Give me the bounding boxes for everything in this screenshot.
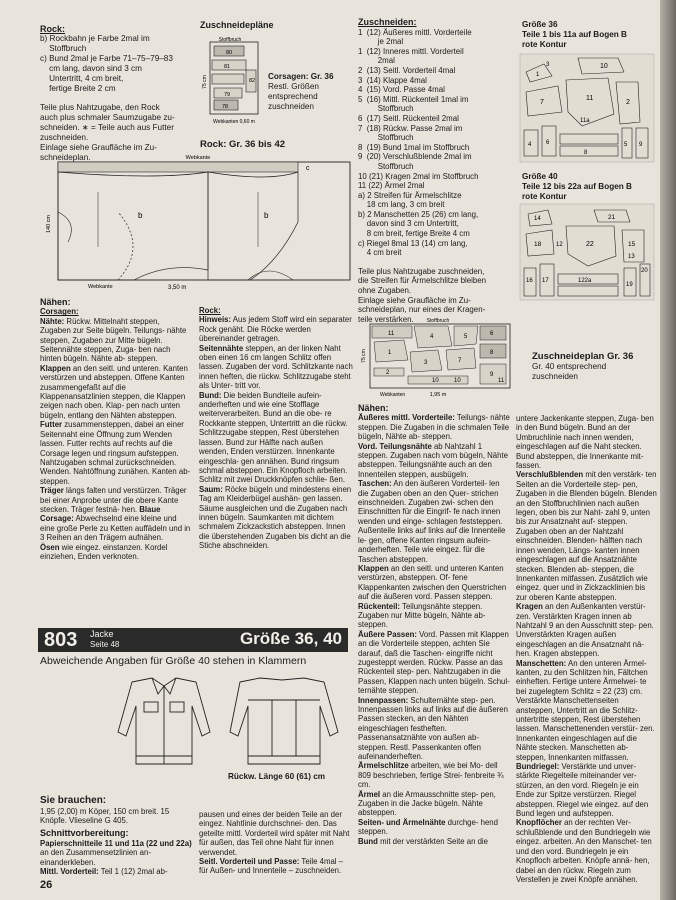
jacket-selvage: Webkanten [380, 392, 406, 398]
back-length-wrap [228, 772, 358, 782]
model-page: Seite 48 [90, 640, 120, 649]
s40-n14: 14 [534, 216, 541, 222]
part-79: 79 [224, 92, 231, 98]
text-line: Teile plus Nahtzugabe zuschneiden, [358, 266, 485, 276]
rock-height: 140 cm [46, 214, 52, 234]
s36-n3: 3 [546, 62, 550, 68]
small-plans [200, 20, 360, 30]
rock-sewing [199, 306, 354, 551]
text-line: ohne Zugaben. [358, 286, 412, 296]
cutting-lines [358, 28, 518, 325]
corsage-width-label: 75 cm [202, 75, 208, 89]
jacket-length: 1,95 m [429, 392, 447, 398]
paragraph [516, 818, 658, 884]
text-line: 2 (13) Seitl. Vorderteil 4mal [358, 65, 456, 75]
paragraph [358, 413, 510, 441]
rock-label-b1: b [138, 211, 143, 220]
rock-subheading: Rock: [199, 306, 221, 315]
jacket-sewing [358, 404, 510, 846]
rock-cutting-list [40, 24, 205, 163]
jp-n5: 5 [464, 334, 468, 340]
jp-n11: 11 [498, 378, 505, 384]
paragraph [358, 564, 510, 602]
s36-n10: 10 [600, 63, 608, 70]
text-line: b) 2 Manschetten 25 (26) cm lang, [358, 209, 479, 219]
corsage-sewing [40, 298, 192, 561]
paragraph-lead: Bund [358, 836, 378, 846]
paragraph-text: Teile 4mal – für Außen- und Innenteile – zuschneiden. [199, 857, 344, 876]
paragraph-text: längs falten und verstürzen. Träger bei einer Anprobe unter die obere Kante stecken. Träger festnä- hen. [40, 486, 187, 514]
plans-title: Zuschneidepläne [200, 20, 274, 30]
s36-n9: 9 [639, 142, 643, 148]
jacket-width: 75 cm [361, 349, 367, 363]
text-line [358, 258, 518, 267]
paragraph-text: Teilungsnähte steppen. Zugaben nur Mitte bügeln, Nähte ab- steppen. [358, 601, 486, 630]
paragraph-lead: Verschlußblenden [516, 470, 584, 480]
size36-line3: rote Kontur [522, 40, 567, 49]
text-line: Untertritt, 4 cm breit, [40, 74, 124, 83]
model-band [38, 628, 348, 652]
paragraph-lead: Äußere Passen: [358, 629, 417, 639]
s40-n15: 15 [628, 241, 636, 248]
size40-title: Größe 40 [522, 172, 558, 181]
text-line: 1 (12) Inneres mittl. Vorderteil [358, 46, 464, 56]
size36-pattern-sheet [518, 52, 656, 164]
rock-paragraphs [199, 315, 354, 550]
size40-line2: Teile 12 bis 22a auf Bogen B [522, 182, 632, 191]
corsage-plan [196, 34, 271, 126]
rock-plan-title: Rock: Gr. 36 bis 42 [200, 139, 286, 150]
corsage-paragraphs [40, 317, 192, 562]
paragraph-lead: Seiten- und Ärmelnähte [358, 817, 446, 827]
text-line: Stoffbruch [358, 161, 414, 171]
prep-p2-rest: Teil 1 (12) 2mal ab- [98, 867, 168, 877]
jp-n3: 3 [424, 360, 428, 366]
text-line: b) Rockbahn je Farbe 2mal im [40, 34, 150, 43]
paragraph-text: durchge- hend steppen. [358, 817, 498, 837]
text-line: 4 cm breit [358, 248, 402, 258]
paragraph [199, 810, 354, 857]
jp-n10a: 10 [432, 378, 439, 384]
paragraph-lead: Äußeres mittl. Vorderteile: [358, 413, 455, 423]
jp-n7: 7 [458, 358, 462, 364]
text-line: c) Riegel 8mal 13 (14) cm lang, [358, 238, 468, 248]
text-line: die Streifen für Ärmelschlitze bleiben [358, 276, 487, 286]
cutting-heading: Zuschneiden: [358, 17, 417, 27]
naehen-heading-left: Nähen: [40, 297, 71, 307]
paragraph-lead: Seitl. Vorderteil und Passe: [199, 857, 300, 867]
paragraph-lead: Kragen [516, 602, 543, 612]
paragraph-lead: Klappen [40, 363, 71, 373]
paragraph-text: Die beiden Bundteile aufein- anderheften und wie eine Stofflage weiterverarbeiten. Bund an die obe- re Rockkante steppen, Untertritt an die rückw. Schlitzzugabe steppen, Rest überstehen lassen. Bund zur Hälfte nach außen wenden, Enden verstürzen. Innenkante eingeschla- gen annähen. Bund ringsum schmal absteppen. Ein Knopfloch arbeiten. Schlitz mit zwei Druckknöpfen schlie- ßen. [199, 390, 348, 485]
corsage-note-2: entsprechend [268, 92, 318, 101]
text-line: auch plus schmaler Saumzugabe zu- [40, 113, 175, 122]
paragraph-lead: Knopflöcher [516, 818, 562, 828]
paragraph-text: Röcke bügeln und mindestens einen Tag am Kleiderbügel aushän- gen lassen. Säume ausgleichen und die Zugaben nach innen bügeln. Saumkanten mit dichtem schmalem Zickzackstich absteppen. Innen die überstehenden Zugaben bis dicht an die Stiche abschneiden. [199, 484, 352, 551]
paragraph-text: mit der verstärkten Seite an die [377, 836, 488, 846]
jp-n11a: 11 [388, 331, 395, 337]
paragraph-lead: Innenpassen: [358, 695, 409, 705]
jacket-paragraphs-cont [516, 414, 658, 884]
paragraph-text: Verstärkte und unver- stärkte Riegelteile miteinander ver- stürzen, an den vord. Riegeln je ein Ende zur Spitze verstürzen. Riegel absteppen. Riegel wie eingez. auf den Bund legen und aufsteppen. [516, 762, 649, 819]
paragraph [358, 442, 510, 480]
s40-n20: 20 [641, 268, 648, 274]
jacket-cutting-list [358, 18, 518, 324]
text-line: 3 (14) Klappe 4mal [358, 75, 427, 85]
rock-lines [40, 34, 205, 163]
s36-n2: 2 [626, 99, 630, 106]
paragraph-text: an den Außenkanten verstür- zen. Verstärkten Kragen innen ab Nahtzahl 9 an den Ausschnitt step- pen. Unverstärkten Kragen außen eingeschlagen an die Ansatznaht nä- hen. Kragen absteppen. [516, 602, 654, 659]
size40-pattern-sheet [518, 202, 656, 302]
part-80: 80 [226, 50, 233, 56]
paragraph-lead: Ärmelschlitze [358, 761, 409, 771]
rock-label-c: c [306, 165, 310, 172]
jp-n8: 8 [490, 350, 494, 356]
size36-title: Größe 36 [522, 20, 558, 29]
paragraph-text: ab Nahtzahl 1 steppen. Zugaben nach vorn bügeln, Nähte absteppen. Teilungsnähte auch an den Innenteilen steppen, ausbügeln. [358, 441, 508, 479]
text-line: 5 (16) Mittl. Rückenteil 1mal im [358, 94, 469, 104]
text-line: 11 (22) Ärmel 2mal [358, 181, 425, 191]
s40-n22: 22 [586, 241, 594, 248]
text-line: 6 (17) Seitl. Rückenteil 2mal [358, 113, 459, 123]
text-line: Teile plus Nahtzugabe, den Rock [40, 103, 160, 112]
paragraph-lead: Bundriegel: [516, 762, 560, 772]
paragraph [358, 602, 510, 630]
text-line: c) Bund 2mal je Farbe 71–75–79–83 [40, 54, 173, 63]
jp-n6: 6 [490, 331, 494, 337]
rock-top-selvage: Webkante [185, 155, 211, 161]
corsage-note [268, 72, 358, 112]
jp-n2: 2 [386, 370, 390, 376]
paragraph [358, 761, 510, 789]
rock-heading: Rock: [40, 24, 66, 34]
paragraph-lead: Ärmel [358, 789, 381, 799]
paragraph [199, 391, 354, 485]
paragraph-lead: Hinweis: [199, 315, 232, 325]
text-line: schneiden. ∗ = Teile auch aus Futter [40, 123, 174, 132]
size36-line2: Teile 1 bis 11a auf Bogen B [522, 30, 627, 39]
paragraph [358, 790, 510, 818]
size36-header [522, 20, 657, 50]
text-line: Stoffbruch [40, 44, 87, 53]
paragraph-lead: Ösen [40, 542, 60, 552]
text-line: 18 cm lang, 3 cm breit [358, 200, 445, 210]
corsage-subheading: Corsagen: [40, 307, 79, 317]
s36-n11a: 11a [580, 118, 590, 124]
materials-heading: Sie brauchen: [40, 795, 107, 806]
corsage-note-3: zuschneiden [268, 102, 314, 111]
paragraph [40, 364, 192, 420]
paragraph [40, 317, 192, 364]
paragraph [40, 486, 192, 542]
s40-n13: 13 [628, 254, 635, 260]
text-line: schneideplan. [40, 153, 91, 162]
text-line: Stoffbruch [358, 104, 414, 114]
text-line: 4 (15) Vord. Passe 4mal [358, 85, 445, 95]
s40-n122a: 122a [578, 278, 592, 284]
size-note-wrap [40, 656, 350, 666]
materials-text: 1,95 (2,00) m Köper, 150 cm breit. 15 Knöpfe. Vlieseline G 405. [40, 807, 170, 826]
naehen-heading-right: Nähen: [358, 403, 389, 413]
prep-continued [199, 810, 354, 876]
paragraph-text: an den seitl. und unteren Kanten verstürzen, absteppen. Of- fene Klappenkanten zwischen den Querstrichen auf die äußeren vord. Passen steppen. [358, 563, 507, 602]
size40-line3: rote Kontur [522, 192, 567, 201]
paragraph-lead: Saum: [199, 484, 223, 494]
text-line: 8 (19) Bund 1mal im Stoffbruch [358, 142, 470, 152]
jacket-illustration [92, 672, 350, 778]
text-line: 2mal [358, 56, 395, 66]
text-line: davon sind 3 cm Untertritt, [358, 219, 459, 229]
paragraph-text: mit den verstärk- ten Seiten an die Vorderteile step- pen, Zugaben in die Blenden bügeln. Blenden an den Stoffbruchlinien nach außen legen, oben bis zur Naht- zahl 9, unten bis zur Ansatznaht auf- steppen. Zugaben oben an der Nahtzahl einschneiden. Blenden- hälften nach innen wenden, Längs- kanten innen eingeschlagen auf die Ansatznähte stecken. Blenden ab- steppen, die Innenkanten mitfassen. Zusätzlich wie eingez. quer und in Zickzacklinien bis zur oberen Kante absteppen. [516, 470, 657, 602]
s40-n17: 17 [542, 278, 549, 284]
size-note: Abweichende Angaben für Größe 40 stehen in Klammern [40, 655, 307, 667]
paragraph-text: pausen und eines der beiden Teile an der eingez. Nahtlinie durchschnei- den. Das geteilte mittl. Vorderteil wird später mit Naht für außen, das Teil ohne Naht für innen verwendet. [199, 810, 350, 857]
corsage-title: Corsagen: Gr. 36 [268, 72, 334, 81]
jacket-cutting-plan [358, 316, 518, 398]
s40-n21: 21 [608, 214, 616, 221]
paragraph-lead: Seitennähte [199, 343, 244, 353]
paragraph-lead: Bund: [199, 390, 222, 400]
s36-n4: 4 [528, 142, 532, 148]
paragraph [199, 485, 354, 551]
jacket-plan-note [532, 352, 657, 382]
text-line: Einlage siehe Graufläche im Zu- [40, 143, 157, 152]
model-number: 803 [44, 629, 78, 651]
back-length: Rückw. Länge 60 (61) cm [228, 772, 326, 781]
s40-n18: 18 [534, 241, 542, 248]
paragraph-text: untere Jackenkante steppen, Zuga- ben in den Bund bügeln. Bund an der Umbruchlinie nach innen wenden, eingeschlagen auf die Naht stecken. Bund absteppen, die Innenkante mit- fassen. [516, 414, 654, 471]
jacket-plan-note-1: Gr. 40 entsprechend [532, 362, 607, 371]
text-line: 1 (12) Äußeres mittl. Vorderteile [358, 27, 472, 37]
paragraph-text: Teilungs- nähte steppen. Die Zugaben in die schmalen Teile bügeln, Nähte ab- steppen. [358, 413, 510, 442]
s40-n19: 19 [626, 282, 633, 288]
paragraph [358, 630, 510, 696]
paragraph [516, 762, 658, 818]
paragraph-text: Abwechselnd eine kleine und eine große Perle zu Ketten auffädeln und in 3 Reihen an den Trägern aufnähen. [40, 514, 191, 543]
jp-n9: 9 [490, 372, 494, 378]
text-line: Stoffbruch [358, 133, 414, 143]
paragraph-text: Rückw. Mittelnaht steppen, Zugaben zur Seite bügeln. Teilungs- nähte steppen, Zugaben zur Mitte bügeln. Seitennähte steppen, Zuga- ben nach hinten bügeln. Nähte ab- steppen. [40, 316, 187, 364]
paragraph-lead: Rückenteil: [358, 601, 401, 611]
materials [40, 795, 192, 876]
paragraph-text: an der rechten Ver- schlußblende und den Bundriegeln wie eingez. arbeiten. An den Manschet- ten und den vord. Bundriegeln je ein Knopfloch arbeiten. Knöpfe annä- hen, dabei an den rückw. Riegeln zum Verstellen je zwei Knöpfe annähen. [516, 818, 652, 884]
text-line: 10 (21) Kragen 2mal im Stoffbruch [358, 171, 479, 181]
s36-n1: 1 [536, 72, 540, 78]
prep-p2 [40, 867, 192, 876]
s40-n12: 12 [556, 242, 563, 248]
text-line: 9 (20) Verschlußblende 2mal im [358, 152, 472, 162]
paragraph [516, 602, 658, 658]
paragraph-text: an die Armausschnitte step- pen, Zugaben in die Jacke bügeln. Nähte absteppen. [358, 789, 496, 818]
rock-bottom-selvage: Webkante [88, 284, 113, 290]
paragraph-lead: Futter [40, 420, 63, 430]
text-line: schneideplan, nur eines der Kragen- [358, 305, 486, 315]
paragraph-text: zusammensteppen, dabei an einer Seitennaht eine Öffnung zum Wenden lassen. Futter rechts auf rechts auf die Corsage legen und ringsum aufsteppen. Nahtzugaben schmal zurückschneiden. Wenden. Nahtöffnung zunähen. Kanten ab- steppen. [40, 420, 191, 486]
paragraph [516, 414, 658, 470]
text-line: Einlage siehe Graufläche im Zu- [358, 295, 471, 305]
paragraph-lead: Klappen [358, 563, 389, 573]
text-line: je 2mal [358, 37, 404, 47]
rock-length: 3,50 m [168, 285, 187, 291]
jacket-fold: Stoffbruch [426, 318, 450, 324]
paragraph [199, 857, 354, 876]
jacket-plan-note-2: zuschneiden [532, 372, 578, 381]
text-line: zuschneiden. [40, 133, 89, 142]
rock-label-b2: b [264, 211, 269, 220]
prep-p1-rest: an den Zusammensetzlinien an- einanderkleben. [40, 848, 151, 867]
size40-header [522, 172, 657, 202]
jacket-sewing-cont [516, 414, 658, 884]
jp-n4: 4 [430, 334, 434, 340]
model-sizes: Größe 36, 40 [239, 629, 342, 648]
model-name: Jacke [90, 629, 114, 639]
prep-paragraphs [199, 810, 354, 876]
paragraph [40, 543, 192, 562]
text-line: a) 2 Streifen für Ärmelschlitze [358, 190, 462, 200]
paragraph [358, 837, 510, 846]
paragraph [516, 659, 658, 762]
paragraph-text: Aus jedem Stoff wird ein separater Rock genäht. Die Röcke werden übereinander getragen. [199, 315, 352, 344]
corsage-fold-label: Stoffbruch [218, 37, 242, 43]
page-number: 26 [40, 879, 53, 891]
paragraph [358, 696, 510, 762]
paragraph [516, 470, 658, 602]
text-line: 7 (18) Rückw. Passe 2mal im [358, 123, 463, 133]
paragraph-text: An den äußeren Vorderteil- len die Zugaben oben an den Quer- strichen einschneiden. Zugaben zwi- schen den Einschnitten für die Eingrif- fe nach innen wenden und einge- schlagen feststeppen. Außenteile links auf links auf die Innenteile le- gen, offene Kanten ringsum aufein- anderheften. Teile wie eingez. für die Taschen absteppen. [358, 479, 506, 564]
jacket-plan-title: Zuschneideplan Gr. 36 [532, 351, 634, 362]
page-edge [660, 0, 676, 900]
paragraph-lead: Blaue Corsage: [40, 504, 161, 524]
paragraph-lead: Taschen: [358, 479, 392, 489]
jp-n1: 1 [388, 350, 392, 356]
s36-n11: 11 [586, 95, 594, 102]
rock-plan [38, 152, 356, 294]
text-line: cm lang, davon sind 3 cm [40, 64, 142, 73]
prep-p1 [40, 839, 192, 867]
paragraph-lead: Nähte: [40, 316, 65, 326]
paragraph-text: arbeiten, wie bei Mo- dell 809 beschrieben, fertige Strei- fenbreite ¾ cm. [358, 761, 504, 790]
text-line: fertige Breite 2 cm [40, 84, 116, 93]
paragraph-lead: Vord. Teilungsnähte [358, 441, 432, 451]
paragraph [40, 420, 192, 486]
text-line: 8 cm breit, fertige Breite 4 cm [358, 229, 470, 239]
s40-n16: 16 [526, 278, 533, 284]
paragraph-text: An den unteren Ärmel- kanten, zu den Schlitzen hin, Fältchen einheften. Fertige untere Ärmelwei- te bei zugelegtem Schlitz = 22 (23) cm. Verstärkte Manschettenseiten ansteppen, Untertritt an die Schlitz- untertritte steppen, Rest überstehen lassen. Manschettenenden verstür- zen. Innenkanten eingeschlagen auf die Nähte stecken. Manschetten ab- steppen, Innenkanten mitfassen. [516, 658, 655, 762]
paragraph-text: steppen, an der linken Naht oben einen 16 cm langen Schlitz offen lassen. Zugaben der vord. Schlitzkante nach innen heften, die rückw. Schlitzzugabe steht als Unter- tritt vor. [199, 343, 353, 391]
page-number-wrap [40, 880, 80, 890]
paragraph-text: Vord. Passen mit Klappen an die Vorderteile steppen, achten Sie darauf, daß die Taschen- eingriffe nicht zugesteppt werden. Rückw. Passe an das Rückenteil step- pen. Nahtzugaben in die Passen, Klappen nach unten bügeln. Schul- ternähte steppen. [358, 629, 510, 696]
prep-p1-bold: Papierschnitteile 11 und 11a (22 und 22a) [40, 838, 192, 848]
text-line: teile verstärken. [358, 314, 414, 324]
paragraph [199, 344, 354, 391]
prep-heading: Schnittvorbereitung: [40, 827, 129, 838]
s36-n8: 8 [584, 150, 588, 156]
part-78: 78 [222, 104, 229, 110]
part-82: 82 [249, 78, 256, 84]
s36-n6: 6 [546, 140, 550, 146]
text-line [40, 94, 205, 103]
s36-n5: 5 [624, 142, 628, 148]
paragraph-lead: Manschetten: [516, 658, 567, 668]
rock-plan-title-wrap [200, 140, 350, 150]
paragraph [199, 315, 354, 343]
paragraph-lead: Träger [40, 486, 64, 496]
paragraph-text: wie eingez. einstanzen. Kordel einziehen, Enden verknoten. [40, 542, 168, 561]
prep-p2-bold: Mittl. Vorderteil: [40, 867, 99, 877]
paragraph [358, 479, 510, 564]
paragraph-text: Schulternähte step- pen. Innenpassen links auf links auf die äußeren Passen stecken, an den Nähten eingeschlagen festheften. Passenansatznähte von außen ab- steppen. Restl. Passenkanten offen aufeinanderheften. [358, 695, 508, 762]
s36-n7: 7 [540, 99, 544, 106]
part-81: 81 [224, 64, 231, 70]
corsage-note-1: Restl. Größen [268, 82, 319, 91]
jp-n10b: 10 [454, 378, 461, 384]
corsage-selvage: Webkanten 0,60 m [213, 119, 255, 125]
paragraph [358, 818, 510, 837]
jacket-paragraphs [358, 413, 510, 846]
paragraph-text: an den seitl. und unteren. Kanten verstürzen und absteppen. Offene Kanten zusammengefaßt auf die Klappenansatzlinien steppen, die Klappen zeigen nach oben. Klap- pen nach unten bügeln, entlang den Nähten absteppen. [40, 363, 188, 420]
